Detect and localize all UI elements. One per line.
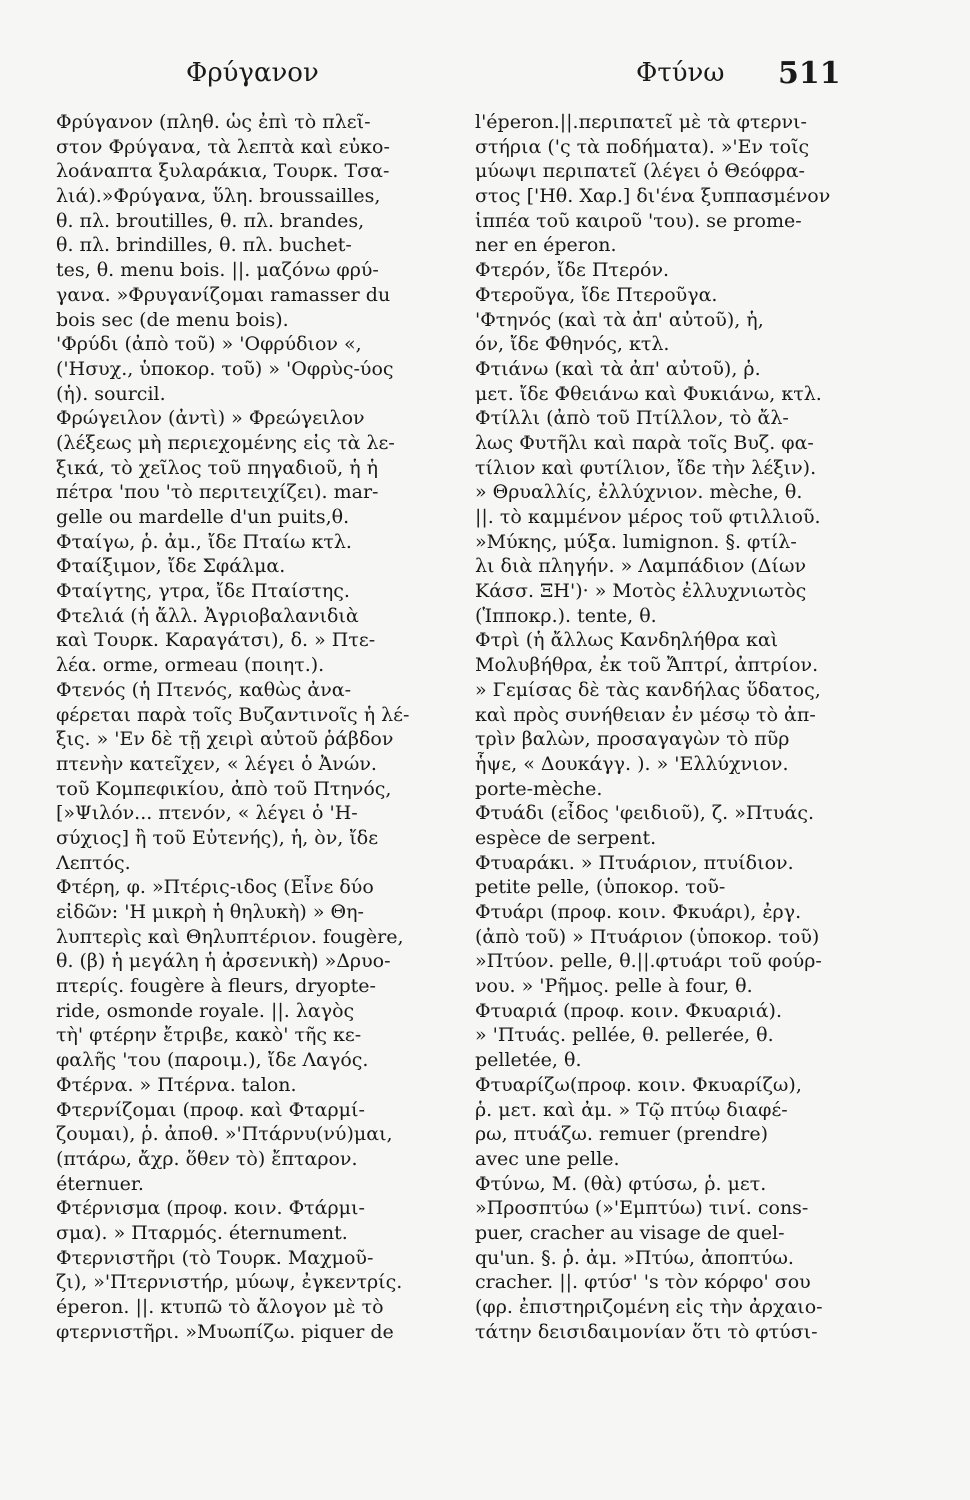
text-line: Φτιάνω (καὶ τὰ ἀπ' αὐτοῦ), ῥ.: [475, 357, 761, 380]
text-line: Φτενός (ἡ Πτενός, καθὼς ἀνα-: [56, 678, 352, 701]
text-line: »Μύκης, μύξα. lumignon. §. φτίλ-: [475, 530, 797, 553]
text-line: qu'un. §. ῥ. ἀμ. »Πτύω, ἀποπτύω.: [475, 1246, 794, 1269]
text-line: πέτρα 'που 'τὸ περιτειχίζει). mar-: [56, 481, 379, 504]
text-line: cracher. ||. φτύσ' 's τὸν κόρφο' σου: [475, 1271, 811, 1294]
text-line: (Ἱπποκρ.). tente, θ.: [475, 604, 657, 627]
text-line: ῥ. μετ. καὶ ἀμ. » Τῷ πτύῳ διαφέ-: [475, 1098, 788, 1121]
page-number: 511: [778, 56, 841, 91]
text-line: Φτυαριά (προφ. κοιν. Φκυαριά).: [475, 999, 782, 1022]
text-line: λως Φυτῆλι καὶ παρὰ τοῖς Βυζ. φα-: [475, 431, 814, 454]
text-line: ('Ησυχ., ὑποκορ. τοῦ) » 'Οφρὺς-ύος: [56, 357, 394, 380]
text-line: ||. τὸ καμμένον μέρος τοῦ φτιλλιοῦ.: [475, 506, 821, 528]
text-line: (φρ. ἐπιστηριζομένη εἰς τὴν ἀρχαιο-: [475, 1296, 823, 1318]
text-line: (ἡ). sourcil.: [56, 382, 166, 405]
text-line: [»Ψιλόν... πτενόν, « λέγει ὁ 'Η-: [56, 802, 358, 825]
text-line: ξις. » 'Εν δὲ τῇ χειρὶ αὐτοῦ ῥάβδον: [56, 728, 394, 751]
text-line: ἧψε, « Δουκάγγ. ). » 'Ελλύχνιον.: [475, 752, 789, 775]
text-line: όν, ἴδε Φθηνός, κτλ.: [475, 333, 670, 356]
text-line: ἱππέα τοῦ καιροῦ 'του). se prome-: [475, 209, 802, 232]
text-line: avec une pelle.: [475, 1147, 620, 1170]
text-line: λέα. orme, ormeau (ποιητ.).: [56, 654, 325, 677]
text-line: μετ. ἴδε Φθειάνω καὶ Φυκιάνω, κτλ.: [475, 382, 822, 405]
text-line: Φτερόν, ἴδε Πτερόν.: [475, 259, 670, 282]
text-line: gelle ou mardelle d'un puits,θ.: [56, 506, 350, 528]
text-line: porte-mèche.: [475, 777, 603, 800]
text-line: Φρύγανον (πληθ. ὡς ἐπὶ τὸ πλεῖ-: [56, 111, 371, 133]
text-line: Φτέρη, φ. »Πτέρις-ιδος (Εἶνε δύο: [56, 876, 374, 899]
text-line: 'Φτηνός (καὶ τὰ ἀπ' αὐτοῦ), ἡ,: [475, 308, 764, 331]
text-line: σύχιος] ἢ τοῦ Εὐτενής), ἡ, ὸν, ἴδε: [56, 826, 379, 849]
text-line: (λέξεως μὴ περιεχομένης εἰς τὰ λε-: [56, 431, 395, 454]
text-line: tes, θ. menu bois. ||. μαζόνω φρύ-: [56, 259, 379, 282]
text-line: (ἀπὸ τοῦ) » Πτυάριον (ὑποκορ. τοῦ): [475, 925, 820, 948]
text-line: »Προσπτύω (»'Εμπτύω) τινί. cons-: [475, 1197, 809, 1220]
text-line: (πτάρω, ἄχρ. ὅθεν τὸ) ἔπταρον.: [56, 1147, 358, 1170]
text-line: καὶ Τουρκ. Καραγάτσι), δ. » Πτε-: [56, 629, 376, 652]
text-line: ner en éperon.: [475, 234, 617, 257]
running-header: [0, 58, 970, 94]
text-line: τάτην δεισιδαιμονίαν ὅτι τὸ φτύσι-: [475, 1320, 818, 1343]
text-line: puer, cracher au visage de quel-: [475, 1221, 785, 1244]
text-line: τίλιον καὶ φυτίλιον, ἴδε τὴν λέξιν).: [475, 456, 817, 479]
text-line: Φτερνίζομαι (προφ. καὶ Φταρμί-: [56, 1098, 365, 1121]
text-line: Φτυαρίζω(προφ. κοιν. Φκυαρίζω),: [475, 1073, 802, 1096]
text-line: ride, osmonde royale. ||. λαγὸς: [56, 999, 355, 1022]
text-line: Φταίγτης, γτρα, ἴδε Πταίστης.: [56, 580, 350, 603]
text-line: εἰδῶν: 'Η μικρὴ ἡ θηλυκὴ) » Θη-: [56, 901, 364, 923]
text-line: » Γεμίσας δὲ τὰς κανδήλας ὕδατος,: [475, 678, 821, 701]
text-line: Φτρὶ (ἡ ἄλλως Κανδηλήθρα καὶ: [475, 629, 779, 652]
text-line: pelletée, θ.: [475, 1049, 582, 1072]
text-line: Κάσσ. ΞΗ')· » Μοτὸς ἐλλυχνιωτὸς: [475, 580, 807, 603]
text-line: πτενὴν κατεῖχεν, « λέγει ὁ Ἀνών.: [56, 752, 377, 775]
text-line: Φτελιά (ἡ ἄλλ. Ἀγριοβαλανιδιὰ: [56, 604, 359, 627]
text-line: γανα. »Φρυγανίζομαι ramasser du: [56, 283, 391, 306]
text-line: éternuer.: [56, 1172, 144, 1195]
right-column: [475, 110, 875, 1430]
text-line: καὶ πρὸς συνήθειαν ἐν μέσῳ τὸ ἀπ-: [475, 703, 816, 726]
text-line: Λεπτός.: [56, 851, 131, 874]
text-line: λυπτερὶς καὶ Θηλυπτέριον. fougère,: [56, 925, 404, 948]
text-line: μύωψι περιπατεῖ (λέγει ὁ Θεόφρα-: [475, 160, 805, 183]
text-line: Φτίλλι (ἀπὸ τοῦ Πτίλλον, τὸ ἄλ-: [475, 407, 789, 430]
text-line: » 'Πτυάς. pellée, θ. pellerée, θ.: [475, 1024, 774, 1047]
text-line: λοάναπτα ξυλαράκια, Τουρκ. Τσα-: [56, 160, 390, 183]
header-left-guide-word: Φρύγανον: [186, 58, 319, 88]
text-line: Μολυβήθρα, ἐκ τοῦ Ἄπτρί, ἀπτρίον.: [475, 654, 819, 677]
text-line: τὴ' φτέρην ἔτριβε, κακὸ' τῆς κε-: [56, 1024, 362, 1047]
text-line: l'éperon.||.περιπατεῖ μὲ τὰ φτερνι-: [475, 111, 807, 133]
header-right-guide-word: Φτύνω: [636, 58, 725, 88]
text-line: éperon. ||. κτυπῶ τὸ ἄλογον μὲ τὸ: [56, 1296, 384, 1318]
text-line: θ. πλ. brindilles, θ. πλ. buchet-: [56, 234, 352, 257]
text-line: » Θρυαλλίς, ἐλλύχνιον. mèche, θ.: [475, 481, 803, 504]
text-line: θ. (β) ἡ μεγάλη ἡ ἀρσενικὴ) »Δρυο-: [56, 950, 391, 973]
text-line: espèce de serpent.: [475, 826, 657, 849]
text-line: Φτέρνα. » Πτέρνα. talon.: [56, 1073, 297, 1096]
text-line: Φτέρνισμα (προφ. κοιν. Φτάρμι-: [56, 1197, 365, 1220]
text-line: ζι), »'Πτερνιστήρ, μύωψ, ἐγκεντρίς.: [56, 1271, 403, 1294]
text-line: θ. πλ. broutilles, θ. πλ. brandes,: [56, 209, 365, 232]
text-line: λιά).»Φρύγανα, ὕλη. broussailles,: [56, 185, 381, 208]
text-line: λι διὰ πληγήν. » Λαμπάδιον (Δίων: [475, 555, 806, 578]
text-line: τρὶν βαλὼν, προσαγαγὼν τὸ πῦρ: [475, 728, 790, 751]
text-line: φαλῆς 'του (παροιμ.), ἴδε Λαγός.: [56, 1049, 369, 1072]
text-line: στος ['Ηθ. Χαρ.] δι'ένα ξυππασμένον: [475, 185, 831, 208]
text-line: Φταίξιμον, ἴδε Σφάλμα.: [56, 555, 286, 578]
text-line: Φταίγω, ῥ. ἀμ., ἴδε Πταίω κτλ.: [56, 530, 352, 553]
text-line: ζουμαι), ῥ. ἀποθ. »'Πτάρνυ(νύ)μαι,: [56, 1123, 393, 1146]
text-line: bois sec (de menu bois).: [56, 308, 289, 331]
text-line: νου. » 'Ρῆμος. pelle à four, θ.: [475, 975, 753, 998]
text-line: στήρια ('ς τὰ ποδήματα). »'Εν τοῖς: [475, 135, 810, 158]
text-line: στον Φρύγανα, τὰ λεπτὰ καὶ εὐκο-: [56, 135, 390, 158]
text-line: Φτυάδι (εἶδος 'φειδιοῦ), ζ. »Πτυάς.: [475, 802, 814, 825]
text-line: Φτεροῦγα, ἴδε Πτεροῦγα.: [475, 283, 718, 306]
text-line: ρω, πτυάζω. remuer (prendre): [475, 1123, 768, 1146]
text-line: φέρεται παρὰ τοῖς Βυζαντινοῖς ἡ λέ-: [56, 703, 410, 726]
text-line: »Πτύον. pelle, θ.||.φτυάρι τοῦ φούρ-: [475, 950, 822, 973]
text-line: ξικά, τὸ χεῖλος τοῦ πηγαδιοῦ, ἡ ἡ: [56, 456, 379, 479]
text-line: σμα). » Πταρμός. éternument.: [56, 1221, 348, 1244]
text-line: Φτυάρι (προφ. κοιν. Φκυάρι), ἐργ.: [475, 901, 802, 923]
text-line: φτερνιστῆρι. »Μυωπίζω. piquer de: [56, 1320, 394, 1343]
text-line: τοῦ Κομπεφικίου, ἀπὸ τοῦ Πτηνός,: [56, 777, 392, 800]
text-line: Φτύνω, Μ. (θὰ) φτύσω, ῥ. μετ.: [475, 1172, 767, 1195]
text-line: πτερίς. fougère à fleurs, dryopte-: [56, 975, 376, 998]
text-line: Φρώγειλον (ἀντὶ) » Φρεώγειλον: [56, 407, 365, 430]
text-line: Φτυαράκι. » Πτυάριον, πτυίδιον.: [475, 851, 794, 874]
text-line: petite pelle, (ὑποκορ. τοῦ-: [475, 876, 726, 899]
text-line: Φτερνιστῆρι (τὸ Τουρκ. Μαχμοῦ-: [56, 1246, 374, 1269]
text-line: 'Φρύδι (ἀπὸ τοῦ) » 'Οφρύδιον «,: [56, 333, 362, 356]
left-column: [56, 110, 446, 1430]
